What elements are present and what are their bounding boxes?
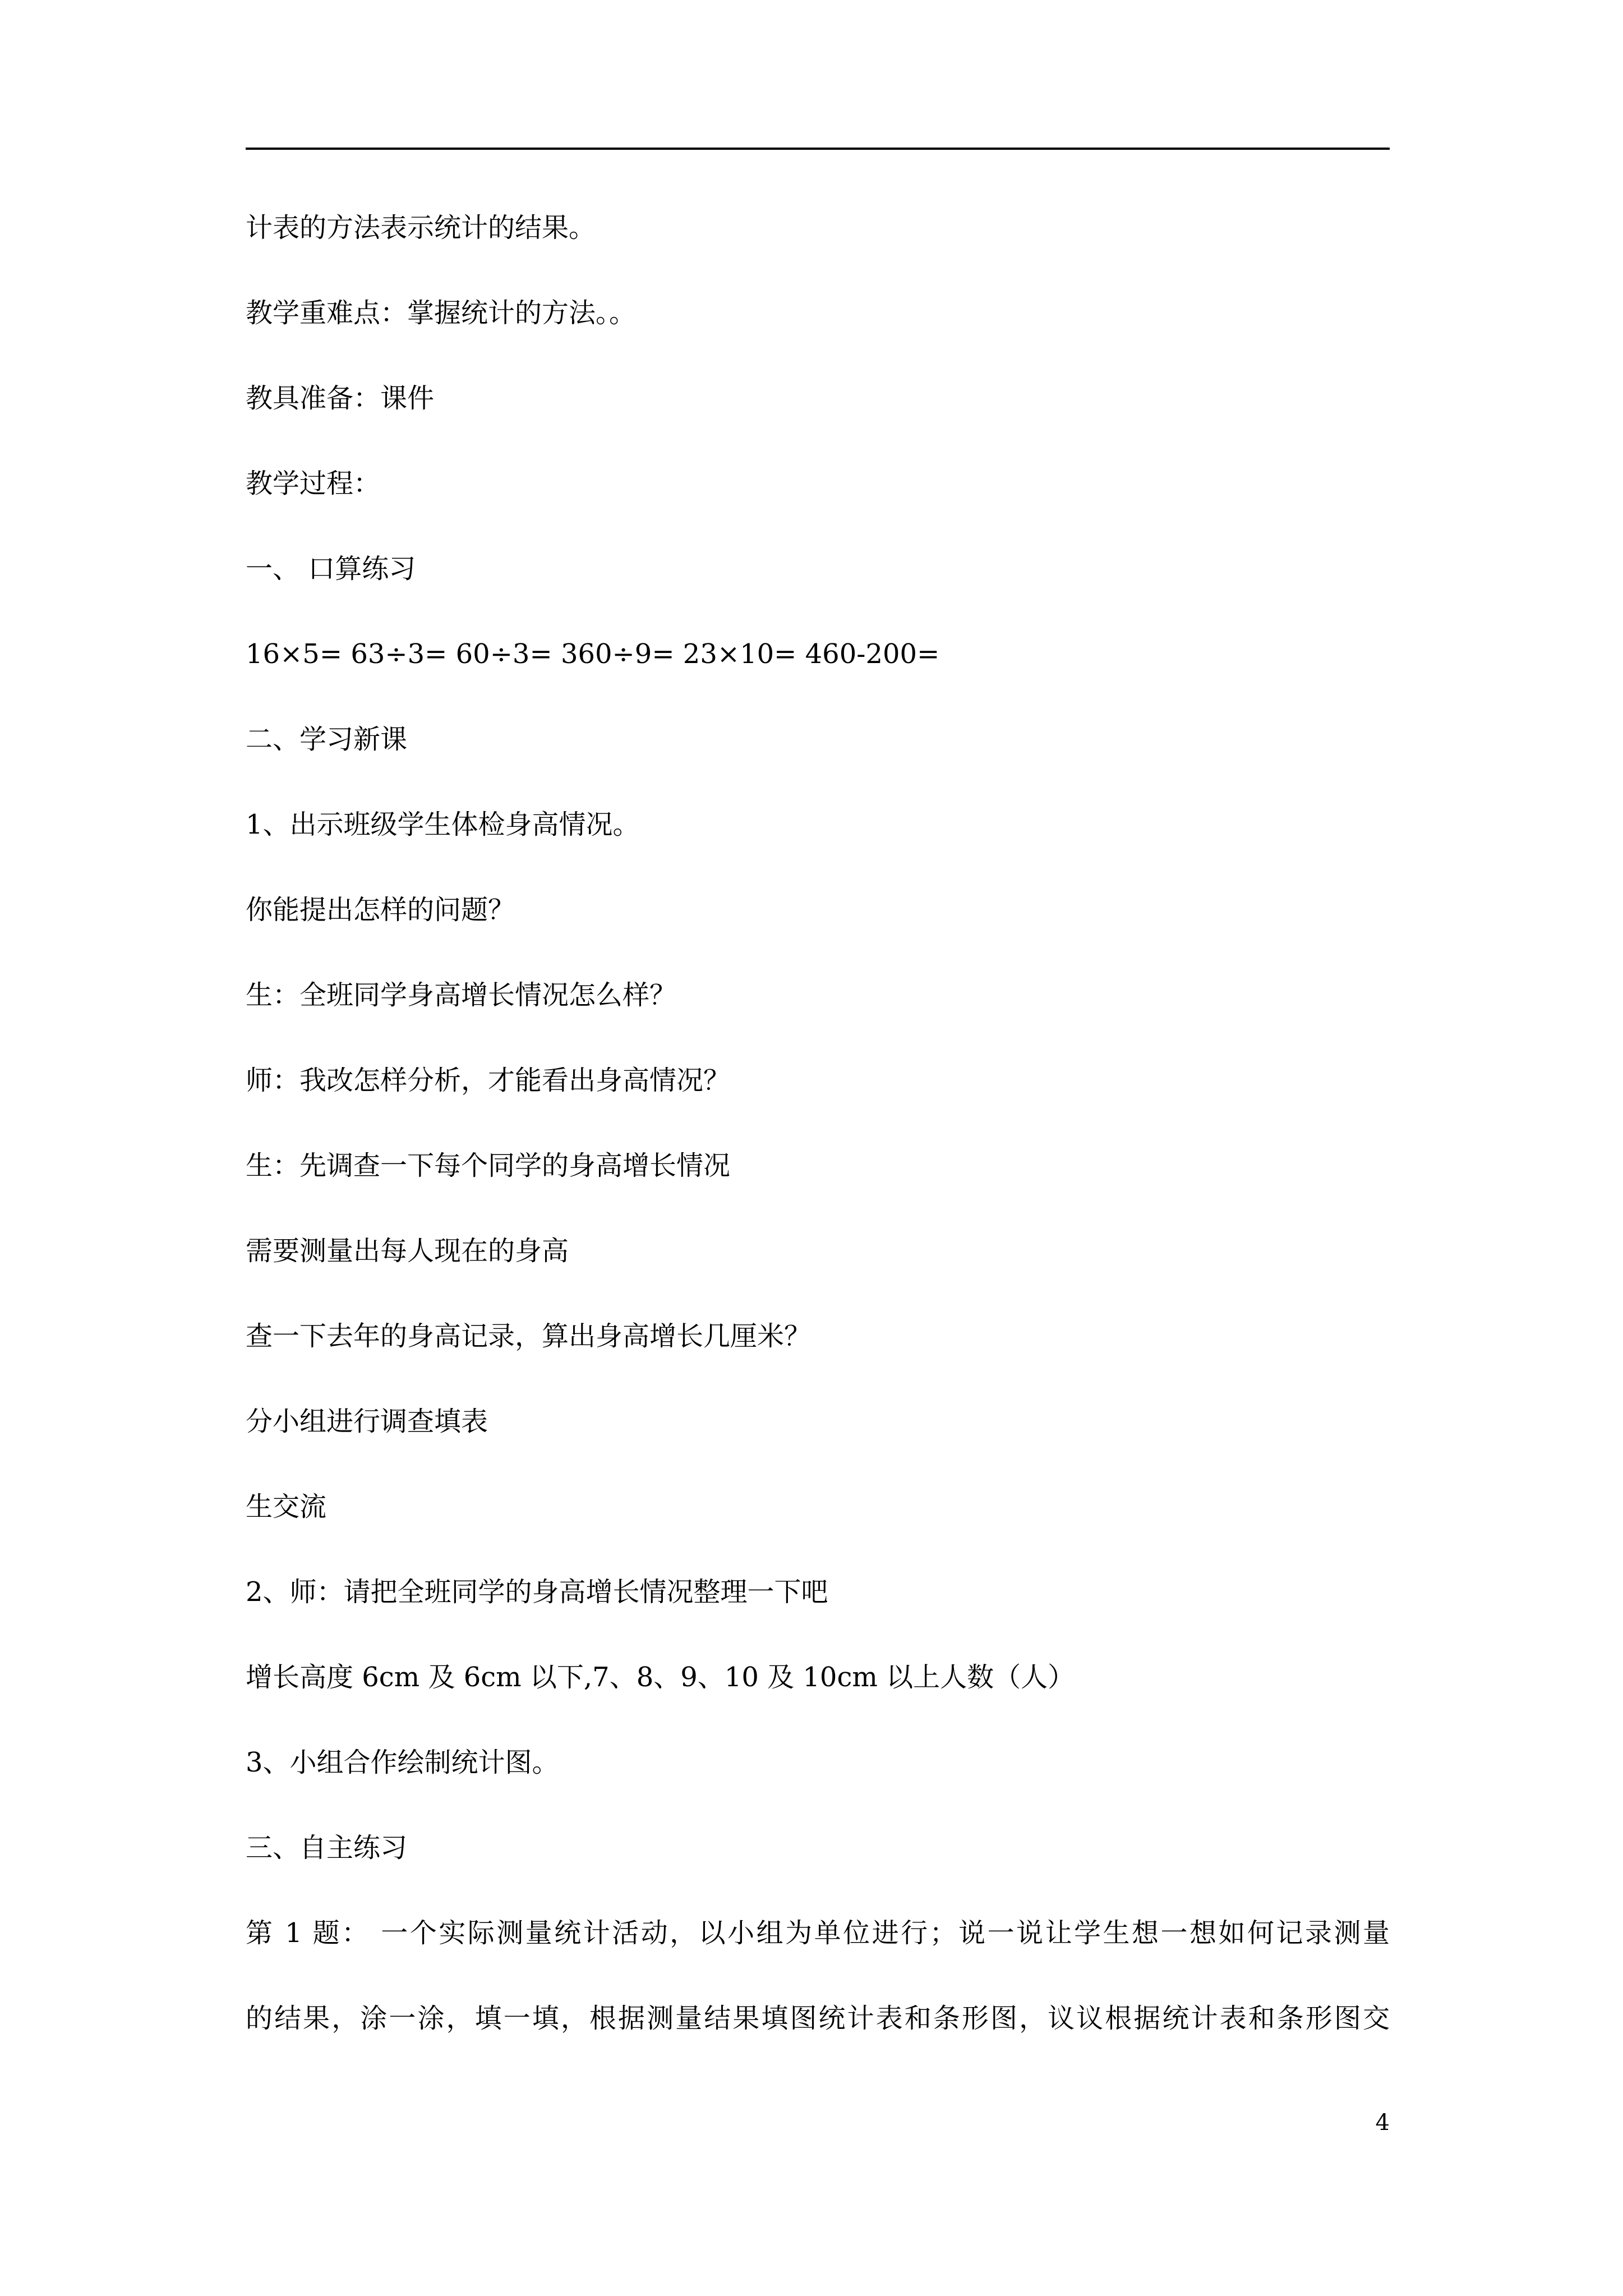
section-heading: 教学过程：: [246, 468, 381, 499]
paragraph-line: 16×5= 63÷3= 60÷3= 360÷9= 23×10= 460-200=: [246, 638, 940, 670]
header-rule: [246, 148, 1390, 150]
body-text: [246, 212, 1390, 2088]
paragraph-line: 的结果，涂一涂，填一填，根据测量结果填图统计表和条形图，议议根据统计表和条形图交: [246, 2003, 1390, 2034]
paragraph-line: 增长高度 6cm 及 6cm 以下,7、8、9、10 及 10cm 以上人数（人）: [246, 1662, 1075, 1693]
page-number: 4: [1375, 2110, 1390, 2136]
paragraph-line: 你能提出怎样的问题？: [246, 894, 515, 926]
section-heading: 一、 口算练习: [246, 553, 416, 585]
section-heading: 三、自主练习: [246, 1832, 408, 1864]
paragraph-line: 生交流: [246, 1491, 327, 1522]
paragraph-line: 第 1 题： 一个实际测量统计活动，以小组为单位进行；说一说让学生想一想如何记录测量: [246, 1917, 1390, 1949]
paragraph-line: 师：我改怎样分析，才能看出身高情况？: [246, 1065, 731, 1096]
paragraph-line: 教具准备：课件: [246, 383, 435, 414]
paragraph-line: 查一下去年的身高记录，算出身高增长几厘米？: [246, 1320, 811, 1352]
paragraph-line: 3、小组合作绘制统计图。: [246, 1747, 559, 1778]
paragraph-line: 计表的方法表示统计的结果。: [246, 212, 596, 243]
paragraph-line: 需要测量出每人现在的身高: [246, 1235, 569, 1267]
paragraph-line: 生：全班同学身高增长情况怎么样？: [246, 979, 677, 1011]
paragraph-line: 教学重难点：掌握统计的方法。。: [246, 297, 637, 329]
paragraph-line: 生：先调查一下每个同学的身高增长情况: [246, 1150, 731, 1181]
paragraph-line: 2、师：请把全班同学的身高增长情况整理一下吧: [246, 1576, 828, 1608]
section-heading: 二、学习新课: [246, 724, 408, 755]
paragraph-line: 1、出示班级学生体检身高情况。: [246, 809, 640, 840]
paragraph-line: 分小组进行调查填表: [246, 1406, 488, 1437]
